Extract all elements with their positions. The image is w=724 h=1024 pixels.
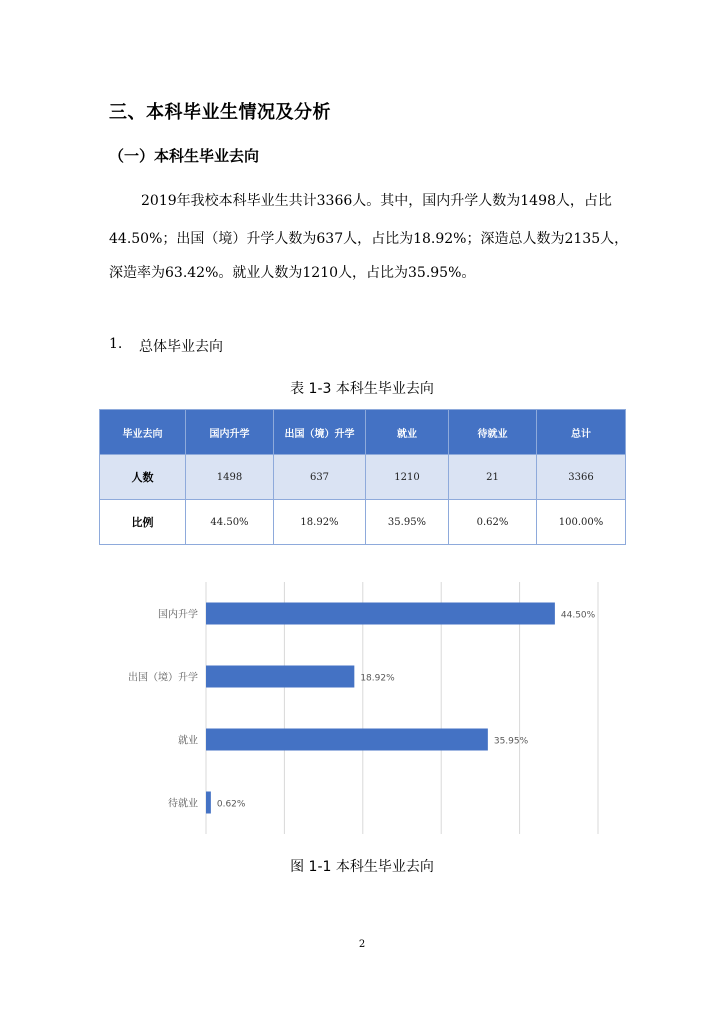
paragraph-line: 深造率为63.42%。就业人数为1210人，占比为35.95%。 bbox=[109, 265, 476, 281]
table-row bbox=[100, 455, 626, 500]
table-cell: 35.95% bbox=[366, 500, 449, 545]
category-label: 就业 bbox=[178, 735, 198, 747]
table-header-cell: 毕业去向 bbox=[100, 410, 186, 455]
paragraph-line: 2019年我校本科毕业生共计3366人。其中，国内升学人数为1498人，占比 bbox=[141, 193, 612, 209]
table-row-header: 比例 bbox=[100, 500, 186, 545]
subheading-number: 1. bbox=[109, 336, 123, 352]
paragraph-line: 44.50%；出国（境）升学人数为637人，占比为18.92%；深造总人数为2135人， bbox=[109, 231, 629, 247]
table-header-row bbox=[100, 410, 626, 455]
table-cell: 100.00% bbox=[537, 500, 626, 545]
table-header-cell: 国内升学 bbox=[186, 410, 274, 455]
table-header-cell: 就业 bbox=[366, 410, 449, 455]
bar bbox=[206, 666, 354, 688]
table-cell: 18.92% bbox=[274, 500, 366, 545]
category-label: 出国（境）升学 bbox=[128, 672, 198, 684]
destination-table bbox=[99, 409, 626, 545]
table-header-cell: 待就业 bbox=[449, 410, 537, 455]
category-label: 待就业 bbox=[168, 798, 198, 810]
table-cell: 0.62% bbox=[449, 500, 537, 545]
section-heading: 三、本科毕业生情况及分析 bbox=[109, 102, 331, 123]
table-cell: 1498 bbox=[186, 455, 274, 500]
table-header-cell: 总计 bbox=[537, 410, 626, 455]
destination-bar-chart bbox=[110, 578, 610, 838]
bar bbox=[206, 792, 211, 814]
table-row-header: 人数 bbox=[100, 455, 186, 500]
subheading-text: 总体毕业去向 bbox=[139, 339, 223, 355]
data-label: 0.62% bbox=[216, 799, 246, 810]
subsection-heading: （一）本科生毕业去向 bbox=[109, 147, 260, 165]
data-label: 35.95% bbox=[493, 736, 529, 747]
page-number: 2 bbox=[358, 939, 366, 950]
table-cell: 3366 bbox=[537, 455, 626, 500]
figure-caption: 图 1-1 本科生毕业去向 bbox=[290, 859, 434, 875]
data-label: 44.50% bbox=[560, 610, 596, 621]
table-row bbox=[100, 500, 626, 545]
table-cell: 21 bbox=[449, 455, 537, 500]
bar bbox=[206, 603, 555, 625]
table-cell: 44.50% bbox=[186, 500, 274, 545]
table-cell: 1210 bbox=[366, 455, 449, 500]
data-label: 18.92% bbox=[360, 673, 395, 684]
category-label: 国内升学 bbox=[158, 609, 198, 621]
table-cell: 637 bbox=[274, 455, 366, 500]
table-caption: 表 1-3 本科生毕业去向 bbox=[290, 381, 434, 397]
bar bbox=[206, 729, 488, 751]
table-header-cell: 出国（境）升学 bbox=[274, 410, 366, 455]
